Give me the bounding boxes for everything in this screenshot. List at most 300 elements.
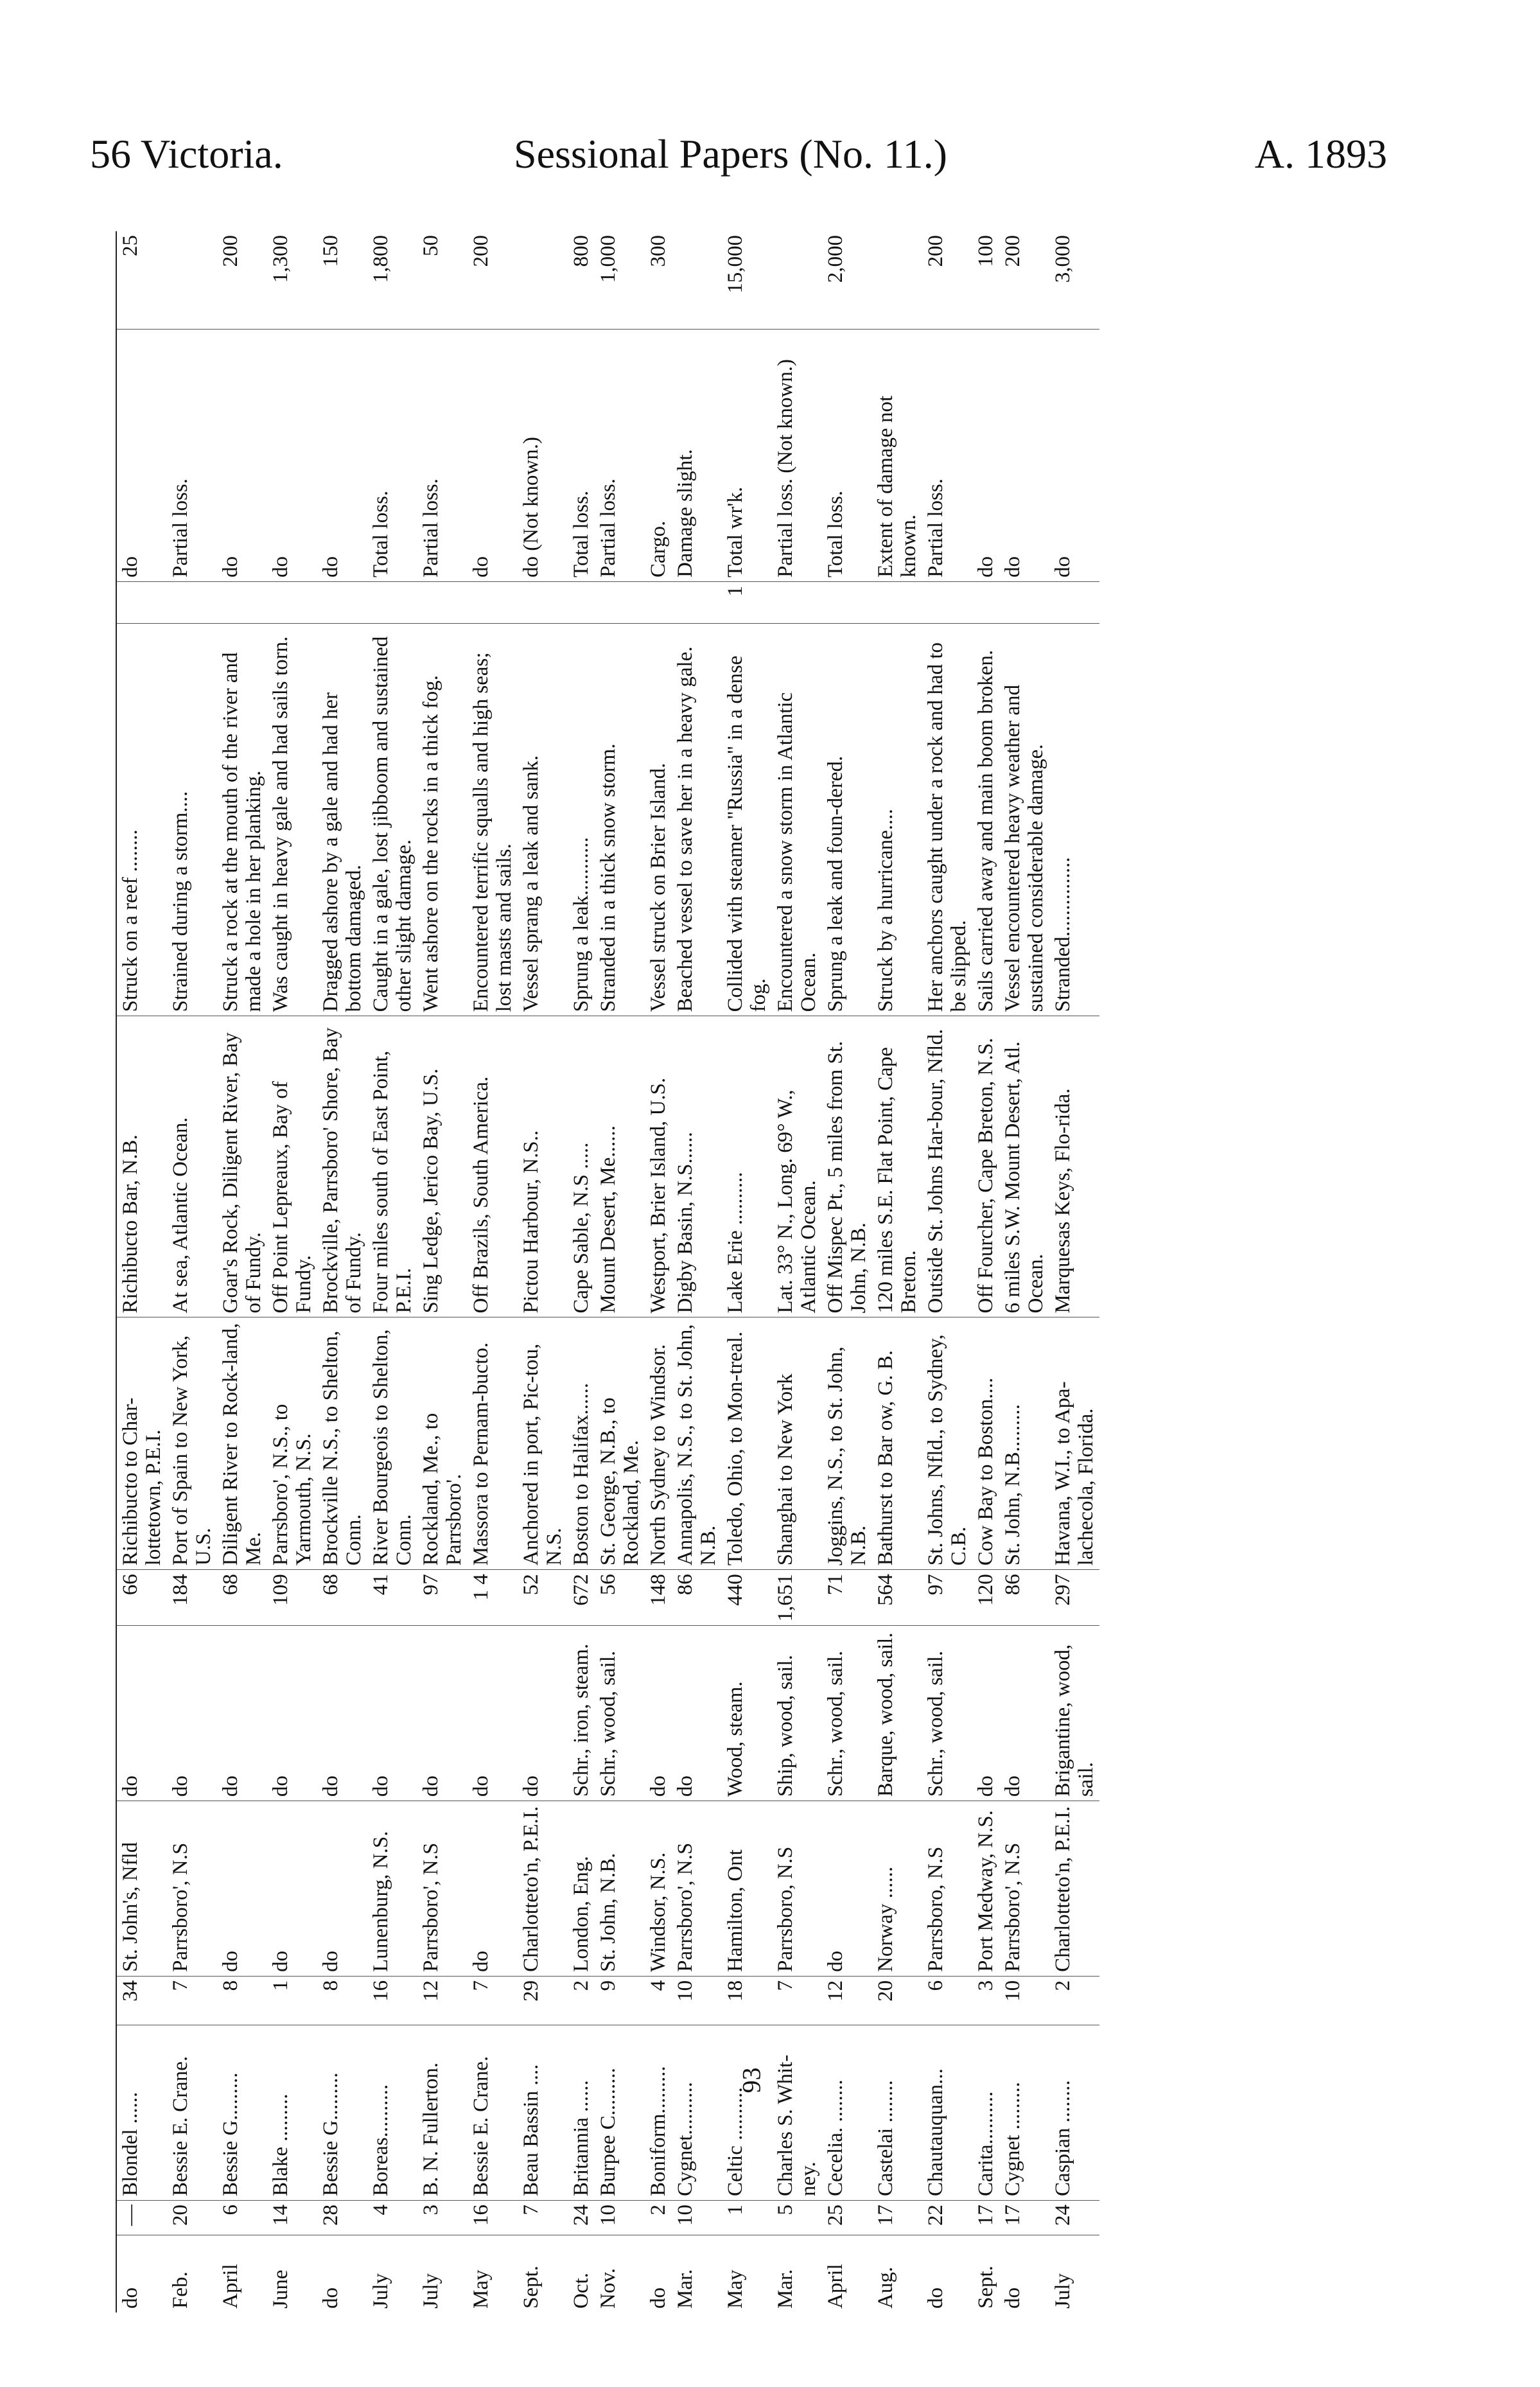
row-extent-of-loss: Partial loss.	[417, 330, 468, 582]
row-value: 200	[922, 231, 972, 330]
row-place-of-casualty: Off Fourcher, Cape Breton, N.S.	[972, 1016, 999, 1317]
row-nature-of-casualty: Vessel sprang a leak and sank.	[518, 624, 568, 1016]
row-register-number: 52	[518, 1570, 568, 1626]
row-month: April	[824, 2264, 847, 2309]
row-day: 17	[872, 2200, 922, 2235]
row-place-of-casualty: Four miles south of East Point, P.E.I.	[367, 1016, 417, 1317]
row-lives-lost	[367, 582, 417, 624]
header-title: Sessional Papers (No. 11.)	[514, 131, 947, 177]
row-value: 50	[417, 231, 468, 330]
row-voyage: St. John, N.B.........	[999, 1317, 1049, 1570]
row-voyage: Annapolis, N.S., to St. John, N.B.	[672, 1317, 722, 1570]
row-place-of-casualty: Pictou Harbour, N.S..	[518, 1016, 568, 1317]
row-tonnage: 12	[822, 1976, 872, 2025]
row-value: 150	[317, 231, 367, 330]
row-value	[167, 231, 217, 330]
row-tonnage: 7	[772, 1976, 822, 2025]
row-extent-of-loss: do	[217, 330, 267, 582]
row-register-number: 71	[822, 1570, 872, 1626]
row-port-of-registry: Parrsboro, N.S	[922, 1801, 972, 1977]
row-extent-of-loss: do	[972, 330, 999, 582]
row-value	[672, 231, 722, 330]
row-voyage: Parrsboro', N.S., to Yarmouth, N.S.	[267, 1317, 317, 1570]
row-extent-of-loss: Total loss.	[367, 330, 417, 582]
row-nature-of-casualty: Vessel struck on Brier Island.	[645, 624, 672, 1016]
row-voyage: Shanghai to New York	[772, 1317, 822, 1570]
row-month: Sept.	[974, 2266, 997, 2309]
row-day: 17	[999, 2200, 1049, 2235]
row-day: 20	[167, 2200, 217, 2235]
row-extent-of-loss: Partial loss. (Not known.)	[772, 330, 822, 582]
row-lives-lost	[267, 582, 317, 624]
row-vessel-kind: do	[672, 1626, 722, 1801]
row-nature-of-casualty: Encountered terrific squalls and high seas; lost masts and sails.	[468, 624, 518, 1016]
row-port-of-registry: St. John, N.B.	[595, 1801, 645, 1977]
table-row	[645, 231, 672, 2312]
row-register-number: 672	[568, 1570, 595, 1626]
table-row	[116, 231, 167, 2312]
row-vessel-name: Caspian ........	[1049, 2025, 1099, 2201]
row-vessel-name: Charles S. Whit-ney.	[772, 2025, 822, 2201]
row-place-of-casualty: At sea, Atlantic Ocean.	[167, 1016, 217, 1317]
table-row	[417, 231, 468, 2312]
header-year: A. 1893	[1254, 131, 1387, 177]
row-nature-of-casualty: Strained during a storm....	[167, 624, 217, 1016]
row-value: 800	[568, 231, 595, 330]
row-value: 200	[999, 231, 1049, 330]
row-month: July	[419, 2273, 442, 2309]
row-place-of-casualty: Brockville, Parrsboro' Shore, Bay of Fundy.	[317, 1016, 367, 1317]
row-register-number: 56	[595, 1570, 645, 1626]
row-value: 15,000	[722, 231, 772, 330]
row-vessel-kind: Ship, wood, sail.	[772, 1626, 822, 1801]
row-vessel-kind: do	[367, 1626, 417, 1801]
row-tonnage: 2	[1049, 1976, 1099, 2025]
row-value	[518, 231, 568, 330]
row-extent-of-loss: Total wr'k.	[722, 330, 772, 582]
row-month: do	[1001, 2287, 1024, 2309]
row-voyage: Richibucto to Char-lottetown, P.E.I.	[116, 1317, 167, 1570]
row-day: 24	[568, 2200, 595, 2235]
row-lives-lost	[417, 582, 468, 624]
row-tonnage: 12	[417, 1976, 468, 2025]
row-register-number: 297	[1049, 1570, 1099, 1626]
row-voyage: Joggins, N.S., to St. John, N.B.	[822, 1317, 872, 1570]
row-vessel-name: Cecelia. ........	[822, 2025, 872, 2201]
row-vessel-kind: Schr., wood, sail.	[822, 1626, 872, 1801]
row-port-of-registry: Windsor, N.S.	[645, 1801, 672, 1977]
row-voyage: Boston to Halifax......	[568, 1317, 595, 1570]
row-day: 7	[518, 2200, 568, 2235]
row-place-of-casualty: Lake Erie ..........	[722, 1016, 772, 1317]
row-day: 28	[317, 2200, 367, 2235]
row-vessel-kind: Schr., wood, sail.	[595, 1626, 645, 1801]
row-month: Nov.	[597, 2268, 620, 2309]
table-body	[116, 231, 1099, 2312]
table-row	[672, 231, 722, 2312]
row-nature-of-casualty: Stranded in a thick snow storm.	[595, 624, 645, 1016]
row-tonnage: 6	[922, 1976, 972, 2025]
row-voyage: Bathurst to Bar ow, G. B.	[872, 1317, 922, 1570]
row-month: do	[647, 2287, 670, 2309]
row-tonnage: 29	[518, 1976, 568, 2025]
row-port-of-registry: do	[217, 1801, 267, 1977]
row-month: do	[319, 2287, 342, 2309]
row-register-number: 41	[367, 1570, 417, 1626]
row-nature-of-casualty: Struck on a reef ........	[116, 624, 167, 1016]
row-voyage: North Sydney to Windsor.	[645, 1317, 672, 1570]
row-month: May	[469, 2269, 493, 2309]
row-lives-lost	[518, 582, 568, 624]
row-vessel-name: Celtic ..........	[722, 2025, 772, 2201]
row-extent-of-loss: do	[1049, 330, 1099, 582]
row-vessel-name: Bessie E. Crane.	[468, 2025, 518, 2201]
row-vessel-kind: do	[167, 1626, 217, 1801]
row-lives-lost	[645, 582, 672, 624]
row-vessel-kind: do	[645, 1626, 672, 1801]
row-place-of-casualty: Off Mispec Pt., 5 miles from St. John, N.B.	[822, 1016, 872, 1317]
row-lives-lost	[999, 582, 1049, 624]
row-place-of-casualty: Goar's Rock, Diligent River, Bay of Fundy.	[217, 1016, 267, 1317]
table-row	[1049, 231, 1099, 2312]
row-vessel-kind: do	[972, 1626, 999, 1801]
row-lives-lost	[872, 582, 922, 624]
row-month: June	[269, 2269, 292, 2309]
row-extent-of-loss: Damage slight.	[672, 330, 722, 582]
row-extent-of-loss: do	[317, 330, 367, 582]
row-voyage: River Bourgeois to Shelton, Conn.	[367, 1317, 417, 1570]
row-nature-of-casualty: Sails carried away and main boom broken.	[972, 624, 999, 1016]
row-value: 25	[116, 231, 167, 330]
row-voyage: Toledo, Ohio, to Mon-treal.	[722, 1317, 772, 1570]
row-nature-of-casualty: Vessel encountered heavy weather and sustained considerable damage.	[999, 624, 1049, 1016]
row-voyage: Port of Spain to New York, U.S.	[167, 1317, 217, 1570]
row-nature-of-casualty: Went ashore on the rocks in a thick fog.	[417, 624, 468, 1016]
row-port-of-registry: Parrsboro, N.S	[772, 1801, 822, 1977]
row-place-of-casualty: 6 miles S.W. Mount Desert, Atl. Ocean.	[999, 1016, 1049, 1317]
row-port-of-registry: do	[468, 1801, 518, 1977]
row-extent-of-loss: Total loss.	[568, 330, 595, 582]
row-day: 3	[417, 2200, 468, 2235]
row-nature-of-casualty: Sprung a leak and foun-dered.	[822, 624, 872, 1016]
row-value: 1,300	[267, 231, 317, 330]
row-voyage: Brockville N.S., to Shelton, Conn.	[317, 1317, 367, 1570]
row-lives-lost	[116, 582, 167, 624]
rotated-table	[116, 231, 1374, 2312]
row-voyage: Diligent River to Rock-land, Me.	[217, 1317, 267, 1570]
row-lives-lost	[1049, 582, 1099, 624]
row-port-of-registry: Charlotteto'n, P.E.I.	[1049, 1801, 1099, 1977]
row-port-of-registry: Parrsboro', N.S	[999, 1801, 1049, 1977]
table-row	[595, 231, 645, 2312]
row-extent-of-loss: Cargo.	[645, 330, 672, 582]
row-tonnage: 16	[367, 1976, 417, 2025]
row-port-of-registry: Parrsboro', N.S	[672, 1801, 722, 1977]
row-place-of-casualty: Richibucto Bar, N.B.	[116, 1016, 167, 1317]
row-tonnage: 20	[872, 1976, 922, 2025]
row-tonnage: 2	[568, 1976, 595, 2025]
row-vessel-name: Burpee C.........	[595, 2025, 645, 2201]
row-vessel-name: Blondel ......	[116, 2025, 167, 2201]
row-vessel-kind: do	[317, 1626, 367, 1801]
row-value: 1,800	[367, 231, 417, 330]
row-tonnage: 8	[317, 1976, 367, 2025]
row-vessel-name: Cygnet..........	[672, 2025, 722, 2201]
row-lives-lost	[922, 582, 972, 624]
row-port-of-registry: St. John's, Nfld	[116, 1801, 167, 1977]
row-place-of-casualty: Off Brazils, South America.	[468, 1016, 518, 1317]
row-vessel-kind: do	[999, 1626, 1049, 1801]
row-vessel-kind: Wood, steam.	[722, 1626, 772, 1801]
row-vessel-kind: Barque, wood, sail.	[872, 1626, 922, 1801]
row-register-number: 564	[872, 1570, 922, 1626]
row-port-of-registry: Hamilton, Ont	[722, 1801, 772, 1977]
row-register-number: 184	[167, 1570, 217, 1626]
row-lives-lost	[568, 582, 595, 624]
row-register-number: 1 4	[468, 1570, 518, 1626]
row-extent-of-loss: Total loss.	[822, 330, 872, 582]
row-place-of-casualty: Cape Sable, N.S .....	[568, 1016, 595, 1317]
row-day: 22	[922, 2200, 972, 2235]
row-day: 2	[645, 2200, 672, 2235]
table-row	[367, 231, 417, 2312]
row-month: Oct.	[570, 2273, 593, 2309]
row-nature-of-casualty: Encountered a snow storm in Atlantic Ocean.	[772, 624, 822, 1016]
row-extent-of-loss: do	[468, 330, 518, 582]
row-place-of-casualty: Off Point Lepreaux, Bay of Fundy.	[267, 1016, 317, 1317]
row-vessel-kind: do	[468, 1626, 518, 1801]
row-vessel-kind: do	[217, 1626, 267, 1801]
row-place-of-casualty: Lat. 33° N., Long. 69° W., Atlantic Ocean.	[772, 1016, 822, 1317]
row-port-of-registry: do	[267, 1801, 317, 1977]
row-voyage: Rockland, Me., to Parrsboro'.	[417, 1317, 468, 1570]
row-lives-lost	[822, 582, 872, 624]
row-vessel-kind: Brigantine, wood, sail.	[1049, 1626, 1099, 1801]
table-row	[772, 231, 822, 2312]
row-port-of-registry: Port Medway, N.S.	[972, 1801, 999, 1977]
row-day: 1	[722, 2200, 772, 2235]
row-register-number: 1,651	[772, 1570, 822, 1626]
row-lives-lost	[217, 582, 267, 624]
row-port-of-registry: London, Eng.	[568, 1801, 595, 1977]
row-nature-of-casualty: Struck by a hurricane....	[872, 624, 922, 1016]
row-day: 10	[672, 2200, 722, 2235]
row-voyage: Anchored in port, Pic-tou, N.S.	[518, 1317, 568, 1570]
table-row	[267, 231, 317, 2312]
row-voyage: St. George, N.B., to Rockland, Me.	[595, 1317, 645, 1570]
row-value: 2,000	[822, 231, 872, 330]
row-extent-of-loss: Partial loss.	[167, 330, 217, 582]
row-month: Mar.	[774, 2269, 797, 2309]
row-vessel-name: Chautauquan...	[922, 2025, 972, 2201]
row-port-of-registry: do	[317, 1801, 367, 1977]
row-value	[872, 231, 922, 330]
row-nature-of-casualty: Stranded...............	[1049, 624, 1099, 1016]
row-register-number: 440	[722, 1570, 772, 1626]
row-nature-of-casualty: Caught in a gale, lost jibboom and sustained other slight damage.	[367, 624, 417, 1016]
row-month: do	[116, 2235, 167, 2312]
page-number: 93	[737, 2067, 766, 2093]
row-lives-lost	[595, 582, 645, 624]
row-port-of-registry: Parrsboro', N.S	[167, 1801, 217, 1977]
row-lives-lost	[167, 582, 217, 624]
row-vessel-kind: Schr., iron, steam.	[568, 1626, 595, 1801]
row-month: May	[724, 2269, 747, 2309]
row-register-number: 86	[672, 1570, 722, 1626]
row-day: 5	[772, 2200, 822, 2235]
row-tonnage: 4	[645, 1976, 672, 2025]
row-register-number: 120	[972, 1570, 999, 1626]
table-row	[822, 231, 872, 2312]
row-voyage: Massora to Pernam-bucto.	[468, 1317, 518, 1570]
row-day: —	[116, 2200, 167, 2235]
row-port-of-registry: Charlotteto'n, P.E.I.	[518, 1801, 568, 1977]
row-vessel-kind: do	[267, 1626, 317, 1801]
table-row	[217, 231, 267, 2312]
wreck-table-region	[116, 231, 1374, 2312]
row-vessel-name: Bessie G.........	[217, 2025, 267, 2201]
row-nature-of-casualty: Beached vessel to save her in a heavy gale.	[672, 624, 722, 1016]
row-value: 3,000	[1049, 231, 1099, 330]
header-session: 56 Victoria.	[90, 131, 283, 177]
row-month: Aug.	[874, 2266, 897, 2309]
row-tonnage: 8	[217, 1976, 267, 2025]
row-voyage: Havana, W.I., to Apa-lachecola, Florida.	[1049, 1317, 1099, 1570]
row-nature-of-casualty: Was caught in heavy gale and had sails torn.	[267, 624, 317, 1016]
row-nature-of-casualty: Sprung a leak...........	[568, 624, 595, 1016]
row-vessel-name: Boniform.........	[645, 2025, 672, 2201]
row-place-of-casualty: 120 miles S.E. Flat Point, Cape Breton.	[872, 1016, 922, 1317]
row-tonnage: 3	[972, 1976, 999, 2025]
row-tonnage: 18	[722, 1976, 772, 2025]
row-month: July	[1051, 2273, 1074, 2309]
row-value: 1,000	[595, 231, 645, 330]
table-row	[468, 231, 518, 2312]
row-vessel-name: Britannia ......	[568, 2025, 595, 2201]
row-day: 25	[822, 2200, 872, 2235]
table-row	[317, 231, 367, 2312]
row-value	[772, 231, 822, 330]
row-extent-of-loss: do	[999, 330, 1049, 582]
row-day: 6	[217, 2200, 267, 2235]
row-register-number: 86	[999, 1570, 1049, 1626]
table-row	[518, 231, 568, 2312]
row-place-of-casualty: Marquesas Keys, Flo-rida.	[1049, 1016, 1099, 1317]
row-extent-of-loss: Partial loss.	[922, 330, 972, 582]
table-row	[722, 231, 772, 2312]
row-vessel-name: Beau Bassin ....	[518, 2025, 568, 2201]
row-day: 24	[1049, 2200, 1099, 2235]
row-day: 10	[595, 2200, 645, 2235]
row-month: April	[219, 2264, 242, 2309]
row-day: 4	[367, 2200, 417, 2235]
row-lives-lost: 1	[722, 582, 772, 624]
wreck-table	[116, 231, 1099, 2312]
row-port-of-registry: do	[822, 1801, 872, 1977]
row-value: 200	[217, 231, 267, 330]
row-nature-of-casualty: Struck a rock at the mouth of the river and made a hole in her planking.	[217, 624, 267, 1016]
row-vessel-name: Bessie E. Crane.	[167, 2025, 217, 2201]
row-vessel-kind: do	[518, 1626, 568, 1801]
table-row	[568, 231, 595, 2312]
table-row	[167, 231, 217, 2312]
row-lives-lost	[468, 582, 518, 624]
row-value: 200	[468, 231, 518, 330]
row-day: 16	[468, 2200, 518, 2235]
row-vessel-name: Castelai ........	[872, 2025, 922, 2201]
row-tonnage: 1	[267, 1976, 317, 2025]
table-row	[872, 231, 922, 2312]
row-month: do	[924, 2287, 947, 2309]
row-tonnage: 34	[116, 1976, 167, 2025]
row-day: 17	[972, 2200, 999, 2235]
row-vessel-kind: Schr., wood, sail.	[922, 1626, 972, 1801]
row-register-number: 68	[317, 1570, 367, 1626]
row-vessel-name: Bessie G.........	[317, 2025, 367, 2201]
row-voyage: St. Johns, Nfld., to Sydney, C.B.	[922, 1317, 972, 1570]
table-row	[999, 231, 1049, 2312]
row-lives-lost	[317, 582, 367, 624]
row-value: 300	[645, 231, 672, 330]
row-vessel-name: B. N. Fullerton.	[417, 2025, 468, 2201]
row-month: Feb.	[169, 2271, 192, 2309]
row-place-of-casualty: Sing Ledge, Jerico Bay, U.S.	[417, 1016, 468, 1317]
row-register-number: 148	[645, 1570, 672, 1626]
row-day: 14	[267, 2200, 317, 2235]
row-voyage: Cow Bay to Boston....	[972, 1317, 999, 1570]
row-lives-lost	[772, 582, 822, 624]
row-vessel-kind: do	[417, 1626, 468, 1801]
row-vessel-name: Boreas..........	[367, 2025, 417, 2201]
row-extent-of-loss: Partial loss.	[595, 330, 645, 582]
row-extent-of-loss: do (Not known.)	[518, 330, 568, 582]
row-lives-lost	[972, 582, 999, 624]
row-extent-of-loss: do	[116, 330, 167, 582]
row-value: 100	[972, 231, 999, 330]
row-nature-of-casualty: Dragged ashore by a gale and had her bottom damaged.	[317, 624, 367, 1016]
row-extent-of-loss: Extent of damage not known.	[872, 330, 922, 582]
row-nature-of-casualty: Her anchors caught under a rock and had to be slipped.	[922, 624, 972, 1016]
row-vessel-kind: do	[116, 1626, 167, 1801]
row-place-of-casualty: Digby Basin, N.S......	[672, 1016, 722, 1317]
row-extent-of-loss: do	[267, 330, 317, 582]
row-vessel-name: Cygnet .........	[999, 2025, 1049, 2201]
row-tonnage: 7	[468, 1976, 518, 2025]
row-lives-lost	[672, 582, 722, 624]
row-month: Mar.	[674, 2269, 697, 2309]
row-month: Sept.	[520, 2266, 543, 2309]
row-tonnage: 9	[595, 1976, 645, 2025]
table-row	[922, 231, 972, 2312]
row-register-number: 97	[417, 1570, 468, 1626]
row-register-number: 66	[116, 1570, 167, 1626]
row-month: July	[369, 2273, 392, 2309]
row-vessel-name: Blake .........	[267, 2025, 317, 2201]
row-port-of-registry: Parrsboro', N.S	[417, 1801, 468, 1977]
row-place-of-casualty: Mount Desert, Me......	[595, 1016, 645, 1317]
row-place-of-casualty: Westport, Brier Island, U.S.	[645, 1016, 672, 1317]
row-tonnage: 7	[167, 1976, 217, 2025]
row-port-of-registry: Norway ......	[872, 1801, 922, 1977]
row-register-number: 97	[922, 1570, 972, 1626]
row-register-number: 68	[217, 1570, 267, 1626]
row-tonnage: 10	[672, 1976, 722, 2025]
row-tonnage: 10	[999, 1976, 1049, 2025]
row-port-of-registry: Lunenburg, N.S.	[367, 1801, 417, 1977]
row-nature-of-casualty: Collided with steamer "Russia" in a dense fog.	[722, 624, 772, 1016]
row-register-number: 109	[267, 1570, 317, 1626]
row-place-of-casualty: Outside St. Johns Har-bour, Nfld.	[922, 1016, 972, 1317]
